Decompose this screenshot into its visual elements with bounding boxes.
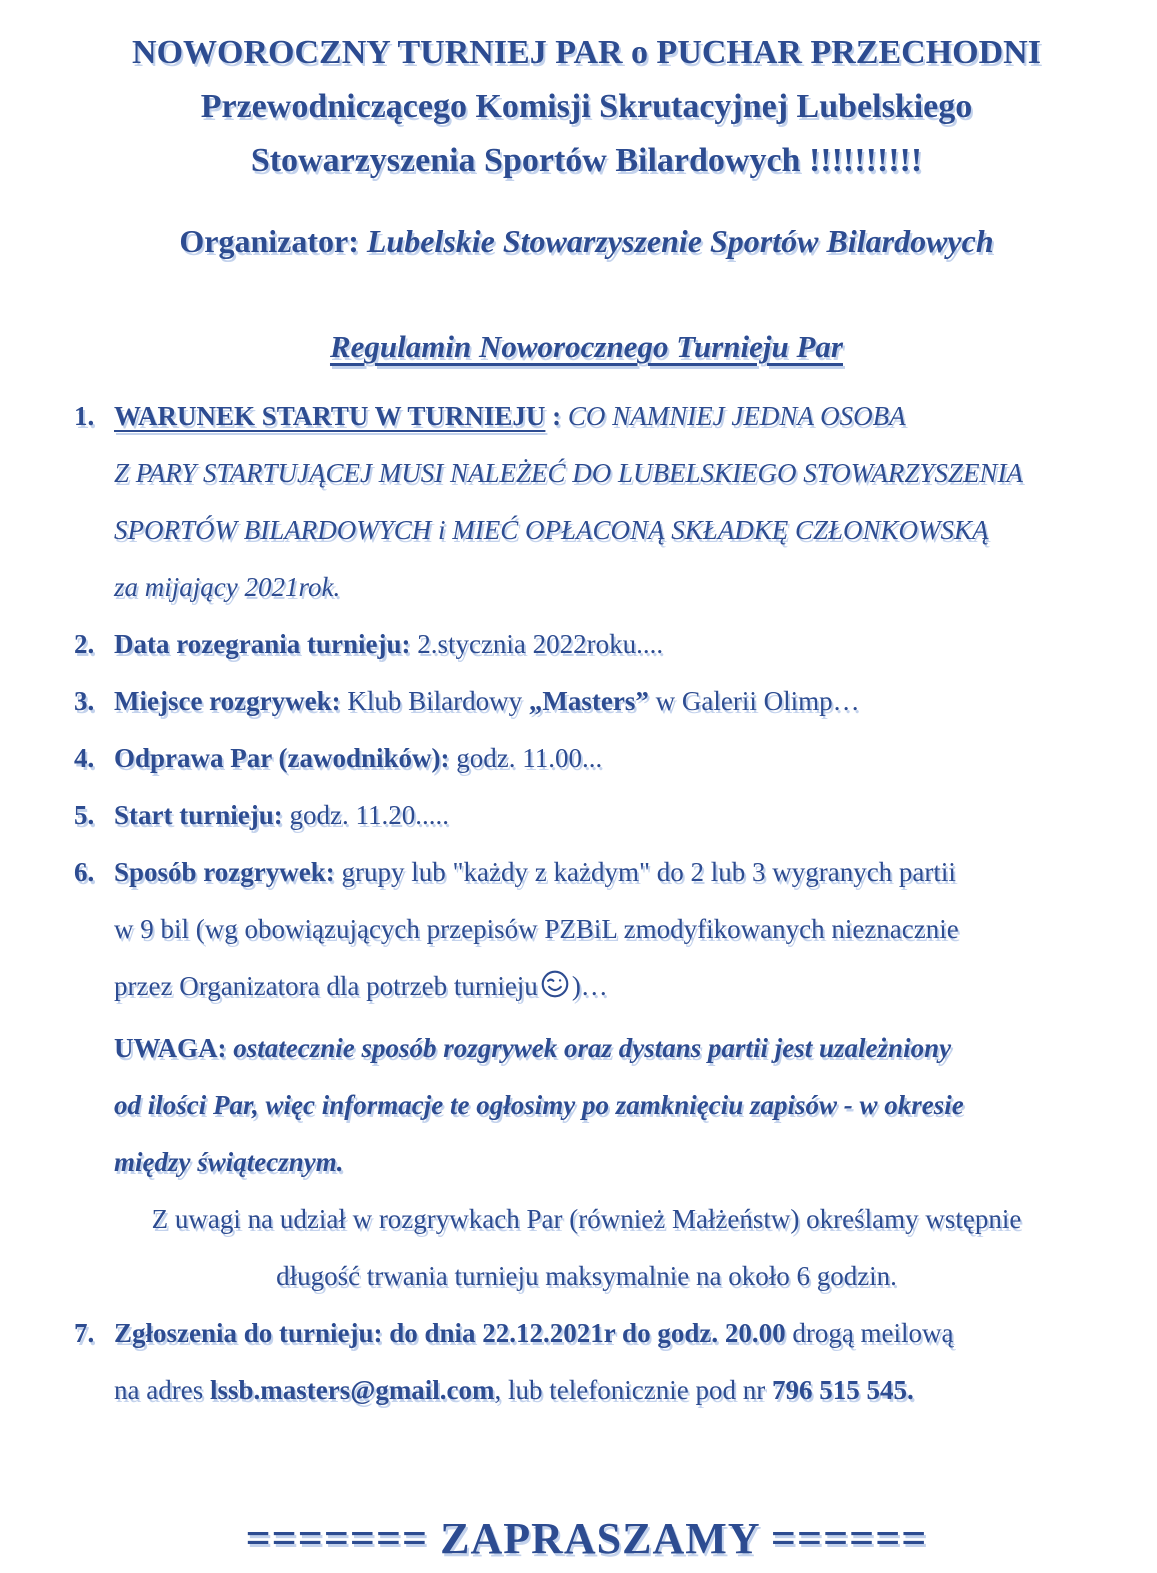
item-text: przez Organizatora dla potrzeb turnieju [114,971,538,1001]
list-item-1 [74,388,1099,616]
item-line [114,730,1099,787]
item-number: 4. [74,743,95,773]
item-number: 1. [74,401,95,431]
item-label: Zgłoszenia do turnieju: do dnia 22.12.2021r do godz. 20.00 [114,1318,786,1348]
item-line [114,388,1099,445]
uwaga-text: ostatecznie sposób rozgrywek oraz dystans partii jest uzależniony [233,1033,952,1063]
title-line-3: Stowarzyszenia Sportów Bilardowych !!!!!!!!!! [250,142,923,179]
club-name: „Masters” [528,686,649,716]
item-line [114,1305,1099,1362]
list-item-7 [74,1305,1099,1419]
item-line [114,844,1099,901]
winking-face-icon [539,963,571,1020]
item-line [114,787,1099,844]
item-text: )… [571,971,608,1001]
item-text: w Galerii Olimp… [648,686,860,716]
list-item-5 [74,787,1099,844]
organizer-label: Organizator: [179,223,367,259]
item-label: Start turnieju: [114,800,283,830]
item-text: , lub telefonicznie pod nr [494,1375,772,1405]
item-label: WARUNEK STARTU W TURNIEJU [114,401,546,431]
item-text: drogą meilową [785,1318,954,1348]
item-line: Z PARY STARTUJĄCEJ MUSI NALEŻEĆ DO LUBELSKIEGO STOWARZYSZENIA [114,458,1023,488]
item-label: Miejsce rozgrywek: [114,686,341,716]
item-text: grupy lub "każdy z każdym" do 2 lub 3 wygranych partii [334,857,956,887]
item-text: Klub Bilardowy [340,686,529,716]
list-item-2 [74,616,1099,673]
item-text: CO NAMNIEJ JEDNA OSOBA [567,401,906,431]
item-text: godz. 11.20..... [282,800,449,830]
item-line: w 9 bil (wg obowiązujących przepisów PZBiL zmodyfikowanych nieznacznie [114,914,959,944]
uwaga-note [114,1020,1099,1077]
item-line: SPORTÓW BILARDOWYCH i MIEĆ OPŁACONĄ SKŁADKĘ CZŁONKOWSKĄ [114,515,989,545]
item-line: za mijający 2021rok. [114,572,341,602]
item-text: 2.stycznia 2022roku.... [410,629,664,659]
section-heading-text: Regulamin Noworocznego Turnieju Par [329,329,843,364]
organizer-name: Lubelskie Stowarzyszenie Sportów Bilardowych [366,223,994,259]
item-label: Data rozegrania turnieju: [114,629,411,659]
centered-note: długość trwania turnieju maksymalnie na około 6 godzin. [276,1261,897,1291]
item-number: 5. [74,800,95,830]
item-label: Odprawa Par (zawodników): [114,743,450,773]
uwaga-note: między świątecznym. [114,1147,344,1177]
item-line [114,958,1099,1020]
rules-list [74,388,1099,1419]
item-label: Sposób rozgrywek: [114,857,335,887]
item-number: 3. [74,686,95,716]
item-number: 2. [74,629,95,659]
list-item-4 [74,730,1099,787]
item-text: na adres [114,1375,210,1405]
item-text: godz. 11.00... [449,743,603,773]
email-address: lssb.masters@gmail.com [209,1375,495,1405]
title-line-2: Przewodniczącego Komisji Skrutacyjnej Lubelskiego [200,88,973,125]
uwaga-note: od ilości Par, więc informacje te ogłosimy po zamknięciu zapisów - w okresie [114,1090,964,1120]
item-line [114,673,1099,730]
document-title [74,26,1099,188]
list-item-3 [74,673,1099,730]
item-line [114,616,1099,673]
centered-note: Z uwagi na udział w rozgrywkach Par (również Małżeństw) określamy wstępnie [151,1204,1022,1234]
organizer-line [74,218,1099,264]
item-number: 6. [74,857,95,887]
uwaga-label: UWAGA: [114,1033,234,1063]
item-separator: : [545,401,568,431]
item-number: 7. [74,1318,95,1348]
footer-banner: ======= ZAPRASZAMY ====== [245,1514,928,1563]
title-line-1: NOWOROCZNY TURNIEJ PAR o PUCHAR PRZECHODNI [132,34,1041,71]
section-heading [74,324,1099,370]
phone-number: 796 515 545. [771,1375,914,1405]
list-item-6 [74,844,1099,1305]
item-line [114,1362,1099,1419]
